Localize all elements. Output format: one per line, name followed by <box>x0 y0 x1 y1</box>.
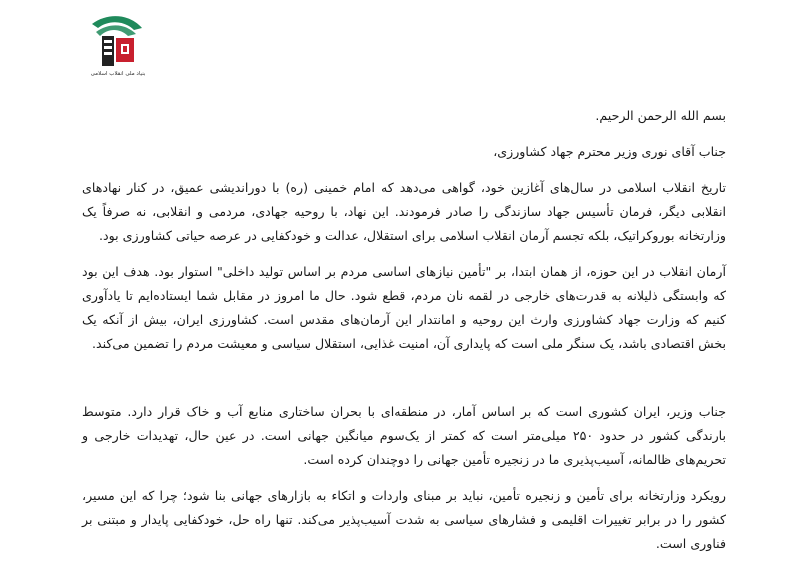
paragraph-3: جناب وزیر، ایران کشوری است که بر اساس آمار، در منطقه‌ای با بحران ساختاری منابع آب و خاک قرار دارد. متوسط بارندگی کشور در حدود ۲۵۰ میلی‌متر است که کمتر از یک‌سوم میانگین جهانی است. در عین حال، تهدیدات خارجی و تحریم‌های ظالمانه، آسیب‌پذیری ما در زنجیره تأمین جهانی را دوچندان کرده است. <box>82 404 726 467</box>
paragraph-4: رویکرد وزارتخانه برای تأمین و زنجیره تأمین، نباید بر مبنای واردات و اتکاء به بازارهای جهانی بنا شود؛ چرا که این مسیر، کشور را در برابر تغییرات اقلیمی و فشارهای سیاسی به شدت آسیب‌پذیر می‌کند. تنها راه حل، خودکفایی پایدار و مبتنی بر فناوری است. <box>82 488 726 551</box>
paragraph-2: آرمان انقلاب در این حوزه، از همان ابتدا، بر "تأمین نیازهای اساسی مردم بر اساس تولید داخلی" استوار بود. هدف این بود که وابستگی ذلیلانه به قدرت‌های خارجی در لقمه نان مردم، قطع شود. حال ما امروز در مقابل شما ایستاده‌ایم تا یادآوری کنیم که وزارت جهاد کشاورزی وارث این روحیه و امانتدار این آرمان‌های مقدس است. کشاورزی ایران، بیش از آنکه یک بخش اقتصادی باشد، یک سنگر ملی است که پایداری آن، امنیت غذایی، استقلال سیاسی و معیشت مردم را تضمین می‌کند. <box>82 264 726 351</box>
foundation-logo <box>78 10 158 84</box>
salutation: بسم الله الرحمن الرحیم. <box>595 108 726 123</box>
addressee: جناب آقای نوری وزیر محترم جهاد کشاورزی، <box>493 144 726 159</box>
paragraph-1: تاریخ انقلاب اسلامی در سال‌های آغازین خود، گواهی می‌دهد که امام خمینی (ره) با دوراندیشی عمیق، در کنار نهادهای انقلابی دیگر، فرمان تأسیس جهاد سازندگی را صادر فرمودند. این نهاد، با روحیه جهادی، مردمی و انقلابی، نه صرفاً یک وزارتخانه بوروکراتیک، بلکه تجسم آرمان انقلاب اسلامی برای استقلال، عدالت و خودکفایی در عرصه حیاتی کشاورزی بود. <box>82 180 726 243</box>
letter-body <box>82 104 726 568</box>
logo-caption: بنیاد ملی انقلاب اسلامی <box>90 71 146 77</box>
